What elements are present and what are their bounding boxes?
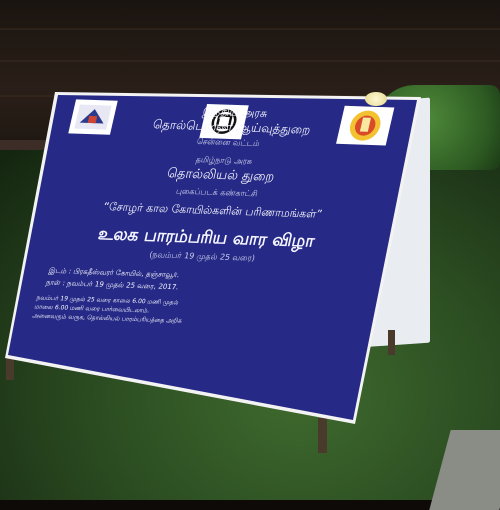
govt-india-text: இந்திய அரசு xyxy=(201,104,269,121)
sign-leg xyxy=(388,330,395,355)
chennai-circle: சென்னை வட்டம் xyxy=(195,136,261,149)
note-line: நவம்பர் 19 முதல் 25 வரை காலை 6.00 மணி முதல் xyxy=(35,294,180,307)
photo-exhibition-label: புகைப்படக் கண்காட்சி xyxy=(175,186,259,199)
sign-leg xyxy=(318,418,327,453)
date-text: நாள் : நவம்பர் 19 முதல் 25 வரை, 2017. xyxy=(45,278,180,292)
wall-course xyxy=(0,28,500,30)
tn-govt-text: தமிழ்நாடு அரசு xyxy=(194,154,254,166)
signboard-content xyxy=(1,94,407,406)
asi-name: தொல்பொருள் ஆய்வுத்துறை xyxy=(151,117,313,137)
venue-text: இடம் : பிரகதீஸ்வரர் கோயில், தஞ்சாவூர். xyxy=(47,266,181,280)
note-line: மாலை 6.00 மணி வரை பார்வையிடலாம். xyxy=(33,303,151,315)
wall-course xyxy=(0,60,500,62)
event-dates: (நவம்பர் 19 முதல் 25 வரை) xyxy=(148,250,256,263)
tn-archaeology-dept: தொல்லியல் துறை xyxy=(165,166,276,185)
note-line: அனைவரும் வருக, தொல்லியல் பாரம்பரியத்தை அறிக xyxy=(31,312,183,325)
exhibition-title: “சோழர் கால கோயில்களின் பரிணாமங்கள்” xyxy=(101,200,324,221)
event-title: உலக பாரம்பரிய வார விழா xyxy=(96,224,317,252)
